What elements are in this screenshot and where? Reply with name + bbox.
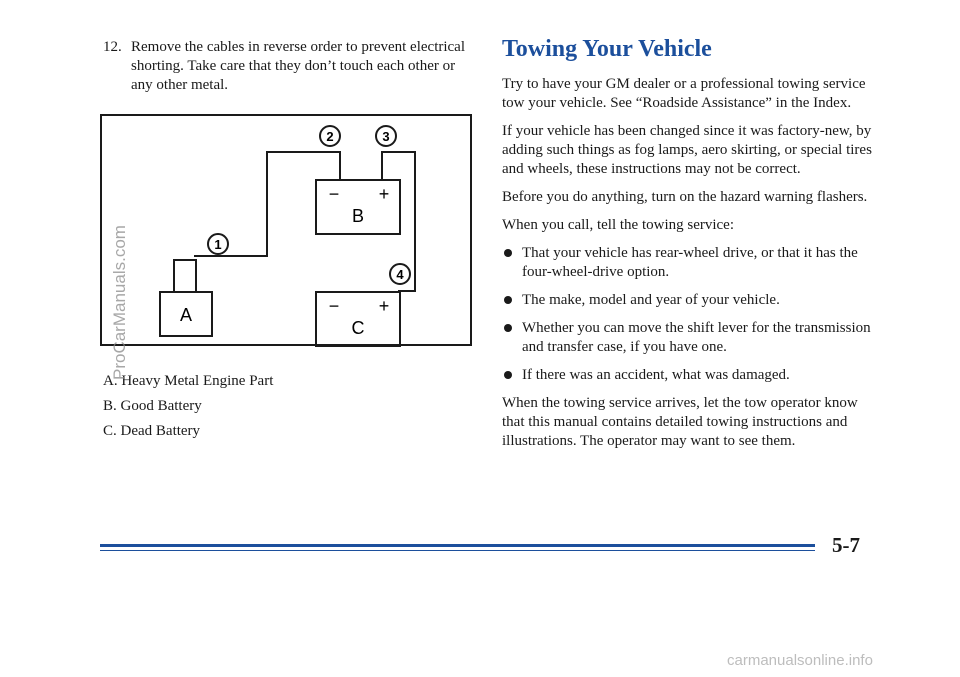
footer-rule-thin: [100, 550, 815, 551]
engine-part-a-label: A: [179, 305, 193, 325]
bullet-text: If there was an accident, what was damaged.: [522, 367, 790, 383]
left-column: [103, 38, 473, 95]
battery-c-minus: −: [328, 296, 340, 316]
bullet-item: [502, 366, 872, 385]
paragraph-4: When you call, tell the towing service:: [502, 217, 735, 233]
bullet-icon: [504, 249, 512, 257]
diagram-svg: [102, 116, 474, 348]
callout-2-label: 2: [326, 129, 334, 144]
footer-rule: [100, 544, 815, 547]
paragraph-5: When the towing service arrives, let the tow operator know that this manual contains detailed towing instructions and illustrations. The operator may want to see them.: [502, 395, 858, 449]
watermark: ProCarManuals.com: [110, 225, 129, 380]
paragraph-1: Try to have your GM dealer or a professional towing service tow your vehicle. See “Roadside Assistance” in the Index.: [502, 76, 866, 111]
bullet-text: Whether you can move the shift lever for the transmission and transfer case, if you have one.: [522, 320, 871, 355]
legend-item-c: C. Dead Battery: [103, 423, 201, 439]
bullet-item: [502, 291, 872, 310]
step-text: Remove the cables in reverse order to prevent electrical shorting. Take care that they don’t touch each other or any other metal.: [131, 39, 466, 93]
bullet-text: The make, model and year of your vehicle.: [522, 292, 780, 308]
bullet-item: [502, 319, 872, 357]
instruction-step: [103, 38, 473, 95]
right-column: [502, 34, 872, 460]
bullet-item: [502, 244, 872, 282]
paragraph-3: Before you do anything, turn on the hazard warning flashers.: [502, 189, 868, 205]
jump-start-diagram: [100, 114, 472, 346]
battery-b-plus: +: [378, 184, 390, 204]
legend-item-b: B. Good Battery: [103, 398, 202, 414]
callout-4-label: 4: [396, 267, 404, 282]
diagram-legend: [103, 372, 273, 447]
battery-b-minus: −: [328, 184, 340, 204]
bullet-text: That your vehicle has rear-wheel drive, or that it has the four-wheel-drive option.: [522, 245, 858, 280]
battery-c-plus: +: [378, 296, 390, 316]
bullet-icon: [504, 296, 512, 304]
engine-part-stem: [174, 260, 196, 292]
legend-item-a: A. Heavy Metal Engine Part: [103, 373, 274, 389]
battery-c-label: C: [351, 318, 365, 338]
site-watermark: carmanualsonline.info: [727, 652, 873, 669]
bullet-icon: [504, 371, 512, 379]
paragraph-2: If your vehicle has been changed since it was factory-new, by adding such things as fog lamps, aero skirting, or special tires and wheels, these instructions may not be correct.: [502, 123, 872, 177]
callout-3-label: 3: [382, 129, 390, 144]
callout-1-label: 1: [214, 237, 222, 252]
bullet-icon: [504, 324, 512, 332]
section-title: Towing Your Vehicle: [502, 36, 712, 62]
step-number: 12.: [103, 39, 122, 55]
battery-b-label: B: [351, 206, 365, 226]
page-number: 5-7: [832, 533, 860, 557]
